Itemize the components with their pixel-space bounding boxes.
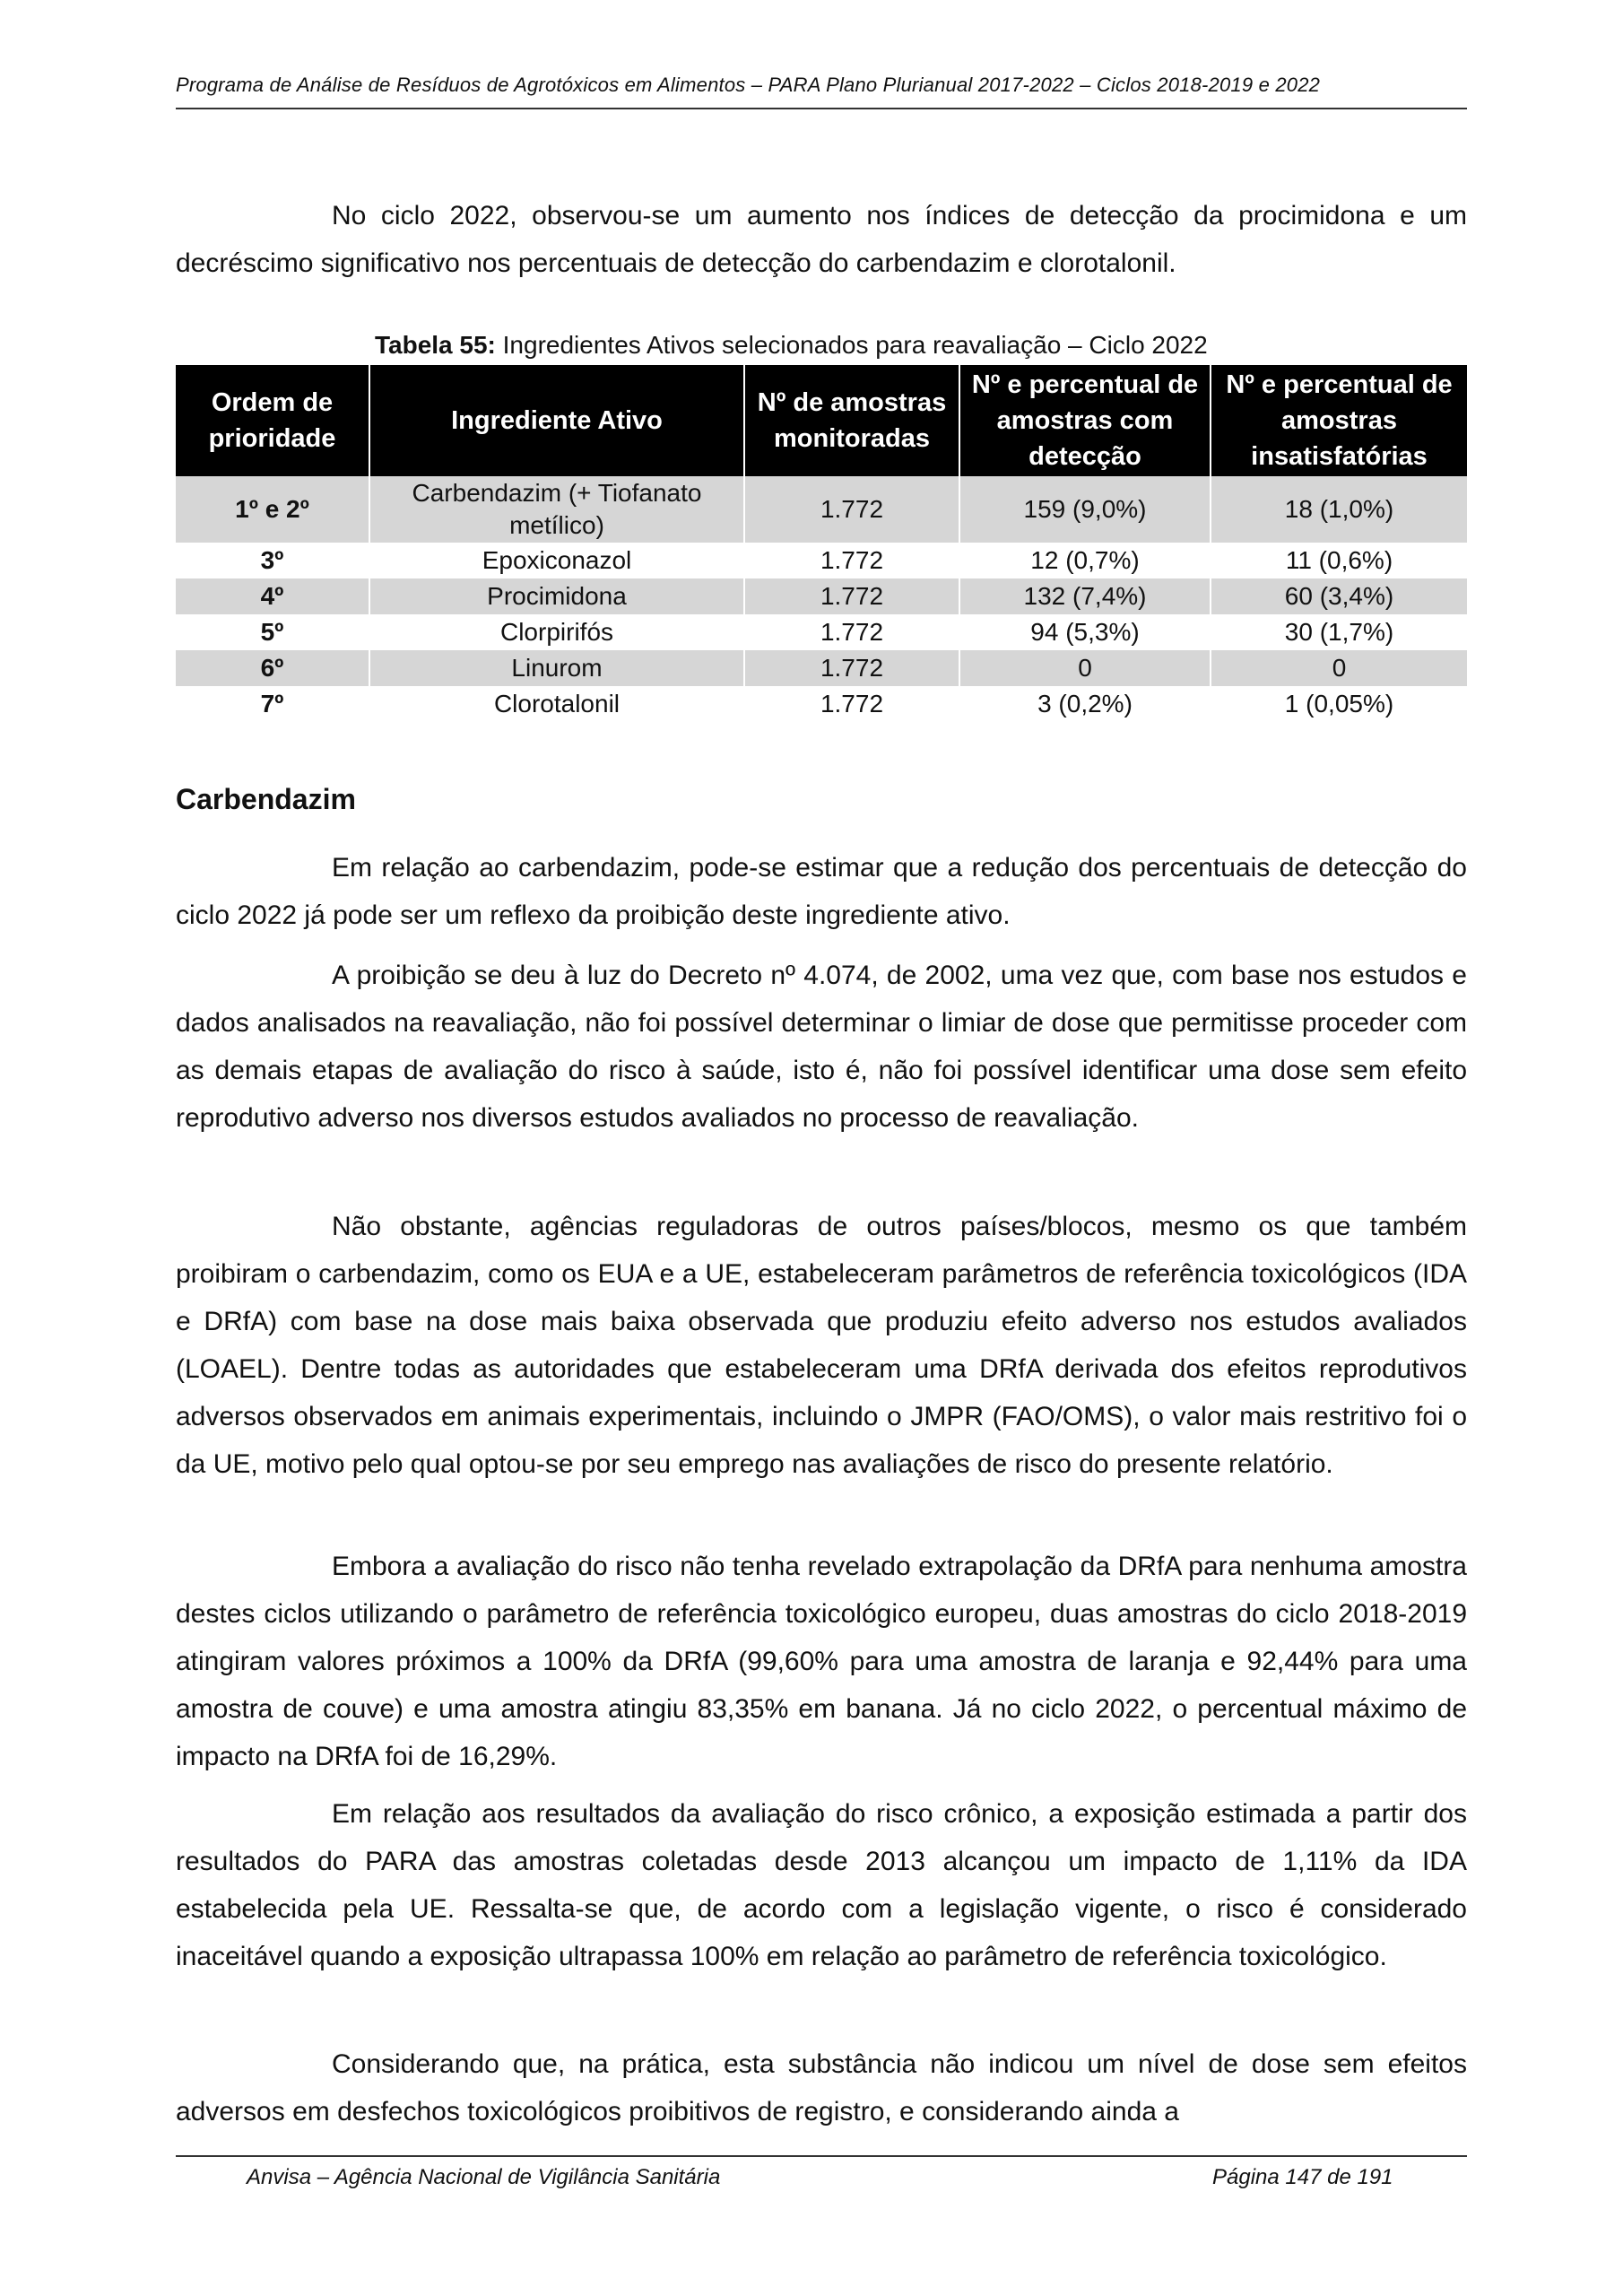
body-paragraph: Não obstante, agências reguladoras de outros países/blocos, mesmo os que também proibiram o carbendazim, como os EUA e a UE, estabeleceram parâmetros de referência toxicológicos (IDA e DRfA) com base na dose mais baixa observada que produziu efeito adverso nos estudos avaliados (LOAEL). Dentre todas as autoridades que estabeleceram uma DRfA derivada dos efeitos reprodutivos adversos observados em animais experimentais, incluindo o JMPR (FAO/OMS), o valor mais restritivo foi o da UE, motivo pelo qual optou-se por seu emprego nas avaliações de risco do presente relatório.: [176, 1212, 1467, 1479]
cell-priority: 4º: [176, 578, 369, 614]
table-caption-label: Tabela 55:: [375, 331, 496, 359]
body-paragraph: Embora a avaliação do risco não tenha revelado extrapolação da DRfA para nenhuma amostra destes ciclos utilizando o parâmetro de referência toxicológico europeu, duas amostras do ciclo 2018-2019 atingiram valores próximos a 100% da DRfA (99,60% para uma amostra de laranja e 92,44% para uma amostra de couve) e uma amostra atingiu 83,35% em banana. Já no ciclo 2022, o percentual máximo de impacto na DRfA foi de 16,29%.: [176, 1552, 1467, 1771]
intro-paragraph: No ciclo 2022, observou-se um aumento nos índices de detecção da procimidona e um decréscimo significativo nos percentuais de detecção do carbendazim e clorotalonil.: [176, 201, 1467, 278]
cell-unsatisfactory: 18 (1,0%): [1211, 476, 1467, 543]
cell-detected: 94 (5,3%): [959, 614, 1211, 650]
cell-priority: 6º: [176, 650, 369, 686]
cell-monitored: 1.772: [744, 578, 959, 614]
table-row: [176, 578, 1467, 614]
cell-detected: 12 (0,7%): [959, 543, 1211, 578]
footer-divider: [176, 2155, 1467, 2157]
header-ingredient: Ingrediente Ativo: [369, 365, 744, 476]
header-samples-unsatisfactory: Nº e percentual de amostras insatisfatórias: [1211, 365, 1467, 476]
section-heading: Carbendazim: [176, 783, 356, 815]
cell-priority: 7º: [260, 690, 284, 718]
header-samples-monitored: Nº de amostras monitoradas: [744, 365, 959, 476]
body-paragraph: A proibição se deu à luz do Decreto nº 4.074, de 2002, uma vez que, com base nos estudos e dados analisados na reavaliação, não foi possível determinar o limiar de dose que permitisse proceder com as demais etapas de avaliação do risco à saúde, isto é, não foi possível identificar uma dose sem efeito reprodutivo adverso nos diversos estudos avaliados no processo de reavaliação.: [176, 961, 1467, 1133]
cell-ingredient: Carbendazim (+ Tiofanato metílico): [369, 476, 744, 543]
cell-priority: 5º: [260, 618, 284, 646]
cell-unsatisfactory: 60 (3,4%): [1211, 578, 1467, 614]
table-row: [176, 543, 1467, 578]
header-priority: Ordem de prioridade: [176, 365, 369, 476]
table-row: [176, 476, 1467, 543]
footer-agency: Anvisa – Agência Nacional de Vigilância Sanitária: [247, 2165, 721, 2189]
cell-monitored: 1.772: [744, 686, 959, 722]
cell-detected: 159 (9,0%): [959, 476, 1211, 543]
cell-ingredient: Clorotalonil: [369, 686, 744, 722]
table-row: [176, 614, 1467, 650]
cell-monitored: 1.772: [744, 650, 959, 686]
running-header: Programa de Análise de Resíduos de Agrotóxicos em Alimentos – PARA Plano Plurianual 2017-2022 – Ciclos 2018-2019 e 2022: [176, 74, 1321, 96]
header-samples-detected: Nº e percentual de amostras com detecção: [959, 365, 1211, 476]
cell-monitored: 1.772: [744, 614, 959, 650]
table-header-row: [176, 365, 1467, 476]
cell-priority: 3º: [260, 546, 284, 574]
table-row: [176, 650, 1467, 686]
cell-monitored: 1.772: [744, 476, 959, 543]
table-row: [176, 686, 1467, 722]
cell-ingredient: Clorpirifós: [369, 614, 744, 650]
active-ingredients-table: [176, 365, 1467, 722]
cell-detected: 3 (0,2%): [959, 686, 1211, 722]
cell-monitored: 1.772: [744, 543, 959, 578]
footer-page-number: Página 147 de 191: [1212, 2165, 1393, 2189]
body-paragraph: Considerando que, na prática, esta substância não indicou um nível de dose sem efeitos adversos em desfechos toxicológicos proibitivos de registro, e considerando ainda a: [176, 2049, 1467, 2126]
body-paragraph: Em relação aos resultados da avaliação do risco crônico, a exposição estimada a partir dos resultados do PARA das amostras coletadas desde 2013 alcançou um impacto de 1,11% da IDA estabelecida pela UE. Ressalta-se que, de acordo com a legislação vigente, o risco é considerado inaceitável quando a exposição ultrapassa 100% em relação ao parâmetro de referência toxicológico.: [176, 1799, 1467, 1971]
cell-ingredient: Epoxiconazol: [369, 543, 744, 578]
body-paragraph: Em relação ao carbendazim, pode-se estimar que a redução dos percentuais de detecção do ciclo 2022 já pode ser um reflexo da proibição deste ingrediente ativo.: [176, 853, 1467, 930]
cell-priority: 1º e 2º: [176, 476, 369, 543]
table-caption-text: Ingredientes Ativos selecionados para reavaliação – Ciclo 2022: [495, 331, 1208, 359]
cell-detected: 132 (7,4%): [959, 578, 1211, 614]
cell-unsatisfactory: 11 (0,6%): [1211, 543, 1467, 578]
cell-ingredient: Procimidona: [369, 578, 744, 614]
cell-unsatisfactory: 1 (0,05%): [1211, 686, 1467, 722]
header-divider: [176, 108, 1467, 109]
table-caption: [375, 331, 1208, 360]
cell-unsatisfactory: 30 (1,7%): [1211, 614, 1467, 650]
cell-unsatisfactory: 0: [1211, 650, 1467, 686]
cell-ingredient: Linurom: [369, 650, 744, 686]
cell-detected: 0: [959, 650, 1211, 686]
